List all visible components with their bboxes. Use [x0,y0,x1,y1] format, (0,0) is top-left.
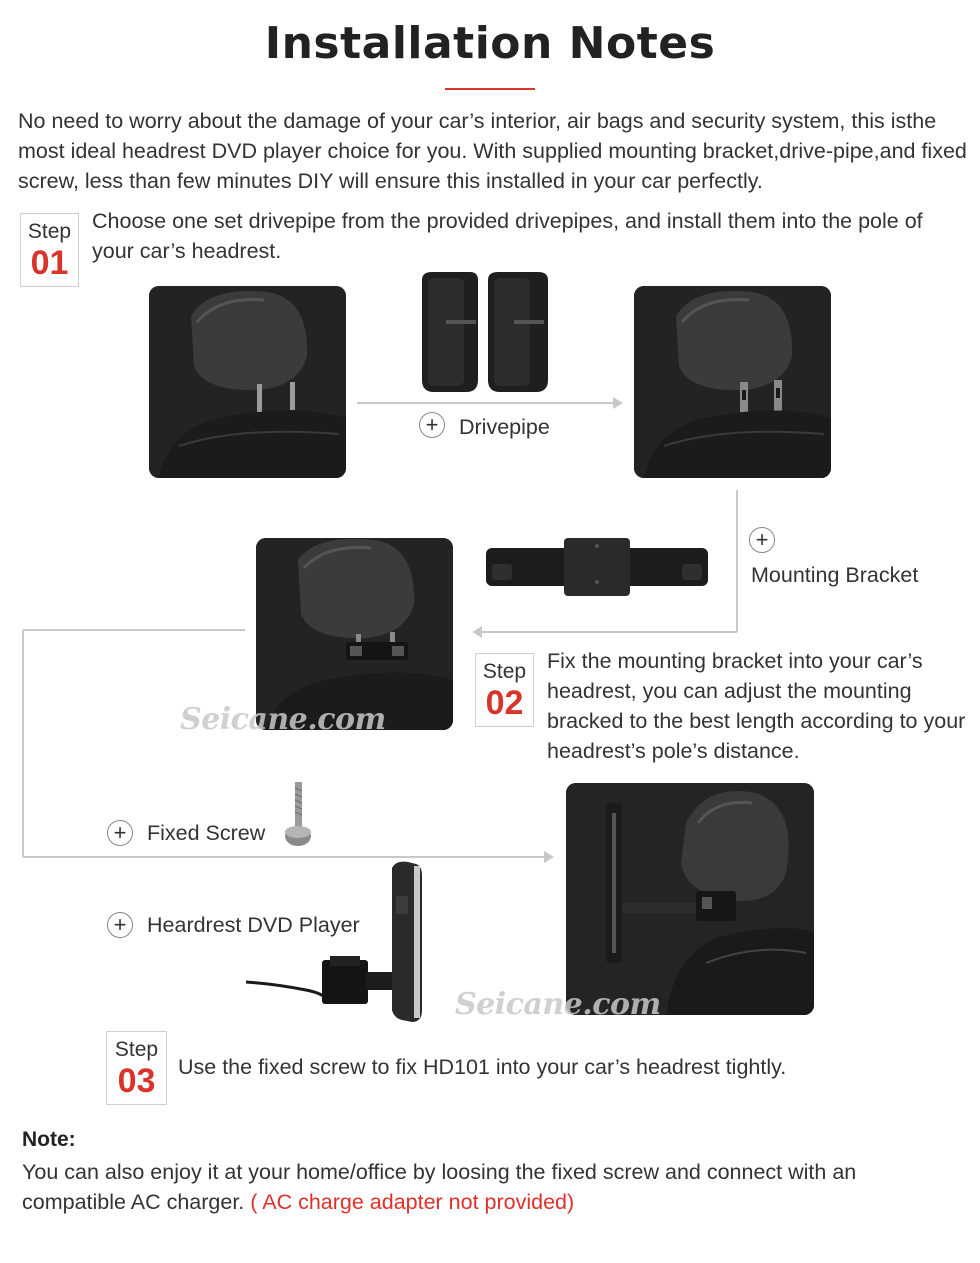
step-number: 02 [485,684,524,722]
drivepipe-label: Drivepipe [459,415,550,439]
note-title: Note: [22,1128,76,1151]
headrest-photo-installed [566,783,814,1015]
dvd-player-image [246,860,428,1024]
step-02-text: Fix the mounting bracket into your car’s headrest, you can adjust the mounting bracked to the best length according to your headrest’s pole’s distance. [547,649,966,763]
step-label: Step [114,1038,159,1061]
fixed-screw-label: Fixed Screw [147,821,266,845]
drivepipe-image [418,272,551,394]
intro-paragraph: No need to worry about the damage of your car’s interior, air bags and security system, this isthe most ideal headrest DVD player choice for you. With supplied mounting bracket,drive-pipe,and fixed screw, less than few minutes DIY will ensure this installed in your car perfectly. [18,109,967,193]
fixed-screw-image [284,782,314,848]
step-label: Step [482,660,527,683]
headrest-photo-before [149,286,346,478]
watermark: Seicane.com [180,702,386,737]
plus-icon: + [419,412,445,438]
plus-icon: + [749,527,775,553]
plus-icon: + [107,820,133,846]
note-body [22,1157,962,1217]
step-01-text: Choose one set drivepipe from the provided drivepipes, and install them into the pole of your car’s headrest. [92,209,923,263]
note-highlight: ( AC charge adapter not provided) [250,1190,575,1214]
page-title: Installation Notes [264,18,716,69]
mounting-bracket-label: Mounting Bracket [751,563,919,587]
mounting-bracket-image [486,538,708,598]
note-text: You can also enjoy it at your home/office by loosing the fixed screw and connect with an compatible AC charger. [22,1160,857,1214]
step-01-badge [20,213,79,287]
watermark: Seicane.com [455,987,661,1022]
headrest-photo-drivepipe [634,286,831,478]
step-label: Step [27,220,72,243]
step-02-badge [475,653,534,727]
step-number: 03 [117,1062,156,1100]
step-03-badge [106,1031,167,1105]
step-03-text: Use the fixed screw to fix HD101 into your car’s headrest tightly. [178,1055,787,1079]
step-number: 01 [30,244,69,282]
dvd-player-label: Heardrest DVD Player [147,913,360,937]
plus-icon: + [107,912,133,938]
